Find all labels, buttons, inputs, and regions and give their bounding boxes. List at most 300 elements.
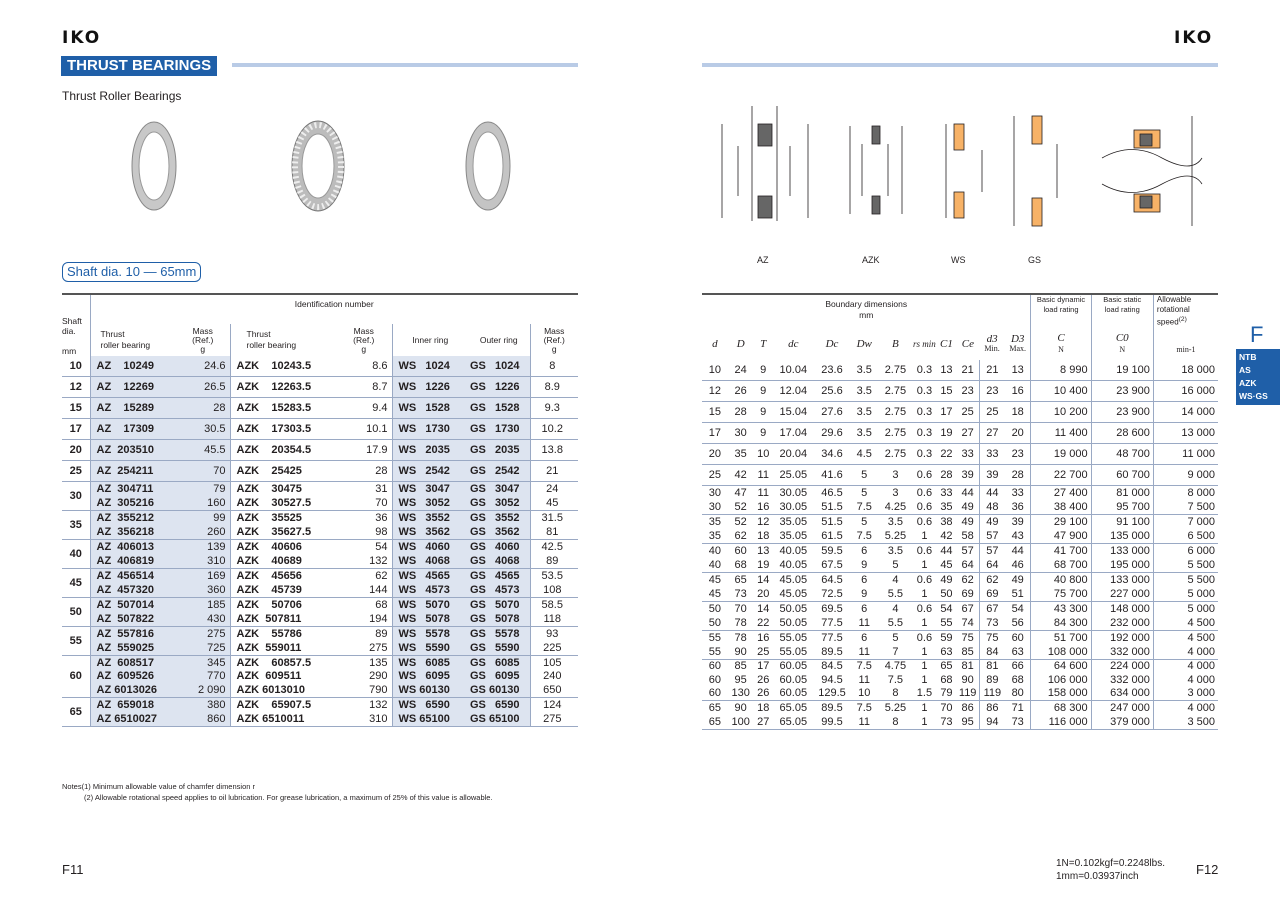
cell-T: 9 [754, 380, 773, 401]
cell-dc: 40.05 [773, 558, 814, 573]
header-C1: C1 [940, 337, 953, 350]
ws-part-number: WS 6085 [392, 656, 468, 670]
azk-mass: 135 [369, 656, 388, 669]
cell-D3: 68 [1011, 673, 1024, 686]
cell-D3: 18 [1005, 401, 1031, 422]
cell-Dc: 27.6 [814, 401, 851, 422]
table-row [702, 485, 1218, 500]
cell-dynamic-load: 27 400 [1031, 485, 1091, 500]
cell-rs-min: 0.3 [913, 401, 937, 422]
cell-Dc: 94.5 [821, 673, 843, 686]
header-C0: C0 N [1091, 328, 1153, 360]
shaft-diameter: 55 [62, 627, 90, 656]
az-mass: 860 [176, 712, 230, 727]
cell-Dc: 34.6 [814, 443, 851, 464]
cell-dc: 35.05 [779, 515, 808, 528]
cell-D3: 51 [1005, 587, 1031, 602]
az-mass: 345 [176, 656, 230, 670]
cell-dc: 50.05 [773, 616, 814, 631]
az-mass: 260 [176, 525, 230, 540]
cell-rs-min: 0.6 [916, 486, 933, 499]
unit-conversion [1056, 857, 1165, 883]
cell-Dw: 3.5 [850, 380, 878, 401]
cell-D: 30 [728, 422, 754, 443]
cell-allowable-speed: 4 000 [1153, 645, 1218, 660]
cell-Ce: 67 [961, 602, 974, 615]
cell-T: 10 [754, 443, 773, 464]
cell-T: 16 [754, 500, 773, 515]
gs-part-number: GS 3552 [468, 511, 530, 526]
gs-part-number: GS 6095 [468, 670, 530, 684]
ws-part-number: WS 6095 [392, 670, 468, 684]
cell-dc: 55.05 [779, 631, 808, 644]
cell-d: 30 [708, 486, 722, 499]
cell-allowable-speed: 11 000 [1153, 443, 1218, 464]
az-part-number: AZ 456514 [90, 569, 176, 584]
cell-Ce: 25 [957, 401, 980, 422]
cell-C1: 33 [940, 486, 953, 499]
azk-mass: 310 [336, 712, 392, 727]
ws-part-number: WS 65100 [392, 712, 468, 727]
cell-Dw: 11 [858, 673, 870, 686]
cell-d: 60 [708, 660, 722, 673]
cell-d: 35 [708, 515, 722, 528]
cell-d3: 86 [979, 701, 1005, 716]
cell-Dw: 6 [861, 573, 868, 586]
cell-Ce: 95 [957, 715, 980, 730]
table-row [62, 511, 578, 526]
cell-static-load: 195 000 [1091, 558, 1153, 573]
az-part-number: AZ 355212 [90, 511, 176, 526]
table-row [62, 712, 578, 727]
cell-d3: 75 [979, 630, 1005, 645]
cell-allowable-speed: 4 500 [1153, 616, 1218, 631]
ring-mass: 89 [530, 554, 578, 569]
header-B: B [892, 337, 899, 350]
cell-rs-min: 1 [913, 558, 937, 573]
header-mass-az: Mass (Ref.) g [192, 325, 214, 354]
shaft-diameter: 65 [62, 697, 90, 726]
cell-d3: 64 [979, 558, 1005, 573]
cell-D3: 36 [1005, 500, 1031, 515]
cell-T: 12 [757, 515, 770, 528]
cell-dynamic-load: 10 200 [1031, 401, 1091, 422]
cell-static-load: 135 000 [1091, 529, 1153, 544]
cell-C1: 73 [936, 715, 956, 730]
cell-Dc: 51.5 [814, 500, 851, 515]
header-min-unit: min-1 [1153, 328, 1218, 360]
cell-B: 2.75 [878, 401, 912, 422]
cell-d: 25 [702, 464, 728, 485]
cell-D3: 44 [1011, 544, 1024, 557]
cell-Dw: 6 [861, 602, 868, 615]
cell-dc: 60.05 [779, 660, 808, 673]
cell-rs-min: 0.3 [913, 380, 937, 401]
header-identification: Identification number [90, 294, 578, 324]
cell-dc: 60.05 [779, 673, 808, 686]
ring-mass: 225 [530, 641, 578, 656]
table-row [702, 360, 1218, 381]
cell-d3: 49 [979, 514, 1005, 529]
ring-mass: 13.8 [530, 440, 578, 461]
cell-allowable-speed: 5 500 [1153, 558, 1218, 573]
cell-Ce: 69 [957, 587, 980, 602]
cell-Ce: 33 [957, 443, 980, 464]
cell-Dc: 59.5 [821, 544, 843, 557]
az-mass: 310 [176, 554, 230, 569]
azk-part-number: AZK 15283.5 [230, 398, 336, 419]
cell-rs-min: 1 [913, 587, 937, 602]
cell-rs-min: 1 [921, 660, 928, 673]
cell-T: 14 [757, 602, 770, 615]
cell-d3: 62 [979, 572, 1005, 587]
cell-Ce: 23 [957, 380, 980, 401]
cell-Dw: 5 [850, 464, 878, 485]
cell-C1: 49 [940, 573, 953, 586]
cell-B: 4.75 [884, 660, 907, 673]
cell-T: 22 [754, 616, 773, 631]
cell-rs-min: 0.6 [916, 573, 933, 586]
cell-D: 28 [728, 401, 754, 422]
cell-Dw: 9 [850, 558, 878, 573]
cell-D3: 23 [1005, 443, 1031, 464]
gs-part-number: GS 3052 [468, 496, 530, 511]
az-part-number: AZ 659018 [90, 697, 176, 712]
cell-dc: 65.05 [773, 715, 814, 730]
cell-Dw: 3.5 [850, 401, 878, 422]
sidebar-item-ntb: NTB [1239, 352, 1257, 362]
cell-C1: 42 [936, 529, 956, 544]
az-mass: 430 [176, 612, 230, 627]
cell-rs-min: 1 [913, 616, 937, 631]
ws-part-number: WS 3047 [392, 482, 468, 497]
cell-D: 85 [734, 660, 747, 673]
gs-part-number: GS 5590 [468, 641, 530, 656]
cell-D3: 63 [1005, 645, 1031, 660]
cell-D3: 49 [1011, 573, 1024, 586]
cell-T: 9 [754, 422, 773, 443]
cell-T: 11 [757, 486, 769, 499]
cell-Ce: 75 [961, 631, 974, 644]
cell-dc: 65.05 [779, 702, 808, 715]
cell-B: 3.5 [887, 515, 904, 528]
azk-part-number: AZK 45739 [230, 583, 336, 598]
iko-logo-left: IKO [62, 28, 102, 48]
cell-Dc: 72.5 [814, 587, 851, 602]
table-row [62, 525, 578, 540]
table-row [702, 464, 1218, 485]
azk-part-number: AZK 40689 [230, 554, 336, 569]
cell-Ce: 62 [961, 573, 974, 586]
gs-part-number: GS 4573 [468, 583, 530, 598]
shaft-diameter: 12 [62, 377, 90, 398]
cell-allowable-speed: 18 000 [1153, 360, 1218, 381]
cell-d: 12 [702, 380, 728, 401]
azk-part-number: AZK 609511 [230, 670, 336, 684]
cell-dynamic-load: 68 700 [1031, 558, 1091, 573]
azk-part-number: AZK 60857.5 [230, 656, 336, 670]
azk-mass: 10.1 [336, 419, 392, 440]
cell-C1: 63 [936, 645, 956, 660]
cell-D3: 39 [1011, 515, 1024, 528]
cell-d3: 39 [979, 464, 1005, 485]
note-1: Notes(1) Minimum allowable value of chamfer dimension r [62, 782, 255, 791]
cell-allowable-speed: 5 000 [1153, 601, 1218, 616]
table-row [702, 558, 1218, 573]
header-T: T [760, 337, 767, 350]
cell-dc: 30.05 [779, 486, 808, 499]
header-allowable-speed: Allowable rotational speed$^{(2)}$ [1153, 294, 1218, 328]
cell-C1: 19 [936, 422, 956, 443]
cell-d3: 33 [979, 443, 1005, 464]
shaft-diameter: 15 [62, 398, 90, 419]
cell-dc: 25.05 [773, 464, 814, 485]
cell-dynamic-load: 40 800 [1031, 572, 1091, 587]
cell-B: 5.25 [878, 529, 912, 544]
cell-D: 47 [734, 486, 747, 499]
cell-D: 65 [734, 573, 747, 586]
table-row [702, 543, 1218, 558]
title-rule-right [702, 63, 1218, 67]
cell-dynamic-load: 8 990 [1031, 360, 1091, 381]
bearing-photos [120, 118, 540, 218]
sidebar-item-azk: AZK [1239, 378, 1257, 388]
cell-static-load: 28 600 [1091, 422, 1153, 443]
cell-dynamic-load: 68 300 [1031, 701, 1091, 716]
cell-dynamic-load: 51 700 [1031, 630, 1091, 645]
cell-B: 5.5 [878, 587, 912, 602]
azk-mass: 132 [336, 554, 392, 569]
table-row [62, 697, 578, 712]
cell-static-load: 19 100 [1091, 360, 1153, 381]
az-part-number: AZ 304711 [90, 482, 176, 497]
cell-B: 8 [878, 715, 912, 730]
cell-D3: 28 [1005, 464, 1031, 485]
cell-rs-min: 0.6 [916, 544, 933, 557]
cell-Dc: 129.5 [814, 687, 851, 701]
ws-ring-photo [466, 122, 510, 210]
ring-mass: 124 [530, 697, 578, 712]
cell-static-load: 227 000 [1091, 587, 1153, 602]
header-boundary-dimensions: Boundary dimensions mm [702, 294, 1031, 328]
azk-part-number: AZK 17303.5 [230, 419, 336, 440]
cell-static-load: 95 700 [1091, 500, 1153, 515]
cell-allowable-speed: 4 000 [1153, 659, 1218, 673]
az-mass: 139 [176, 540, 230, 555]
cell-d: 20 [702, 443, 728, 464]
cell-D3: 56 [1005, 616, 1031, 631]
header-D3: D3 Max. [1009, 332, 1027, 353]
dimensions-table [702, 293, 1218, 730]
cell-dynamic-load: 43 300 [1031, 601, 1091, 616]
section-tab-letter: F [1250, 322, 1264, 347]
azk-mass: 54 [375, 541, 388, 553]
cell-B: 4 [892, 573, 899, 586]
cell-C1: 65 [940, 660, 953, 673]
header-outer-ring: Outer ring [479, 335, 518, 345]
cell-D: 62 [728, 529, 754, 544]
note-2: (2) Allowable rotational speed applies to oil lubrication. For grease lubrication, a maximum of 25% of this value is allowable. [84, 793, 493, 802]
header-mass-azk: Mass (Ref.) g [353, 325, 375, 354]
cell-T: 26 [757, 673, 770, 686]
ws-part-number: WS 3562 [392, 525, 468, 540]
gs-part-number: GS 4068 [468, 554, 530, 569]
azk-roller-photo [292, 121, 344, 211]
gs-part-number: GS 6085 [468, 656, 530, 670]
az-part-number: AZ 609526 [90, 670, 176, 684]
cell-dynamic-load: 47 900 [1031, 529, 1091, 544]
ws-part-number: WS 4573 [392, 583, 468, 598]
az-mass: 70 [176, 461, 230, 482]
cell-B: 3.5 [887, 544, 904, 557]
cell-dc: 40.05 [779, 544, 808, 557]
cell-Ce: 49 [961, 515, 974, 528]
ws-part-number: WS 5578 [392, 627, 468, 642]
cell-Dw: 11 [850, 645, 878, 660]
table-row [62, 461, 578, 482]
cell-rs-min: 1 [913, 715, 937, 730]
cell-C1: 54 [940, 602, 953, 615]
azk-part-number: AZK 35627.5 [230, 525, 336, 540]
az-mass: 725 [176, 641, 230, 656]
cell-B: 7.5 [887, 673, 904, 686]
azk-part-number: AZK 507811 [230, 612, 336, 627]
cell-B: 8 [878, 687, 912, 701]
cell-rs-min: 0.6 [913, 464, 937, 485]
ring-mass: 58.5 [530, 598, 578, 613]
gs-part-number: GS 3562 [468, 525, 530, 540]
cell-static-load: 224 000 [1091, 659, 1153, 673]
cell-Ce: 27 [957, 422, 980, 443]
cell-T: 26 [754, 687, 773, 701]
ring-mass: 8.9 [530, 377, 578, 398]
ring-mass: 240 [530, 670, 578, 684]
ring-mass: 275 [530, 712, 578, 727]
cell-T: 18 [754, 529, 773, 544]
table-row [62, 398, 578, 419]
cell-C1: 55 [936, 616, 956, 631]
cell-Dc: 77.5 [821, 631, 843, 644]
az-mass: 45.5 [176, 440, 230, 461]
az-part-number: AZ 507822 [90, 612, 176, 627]
cell-dynamic-load: 106 000 [1031, 673, 1091, 687]
cell-B: 3 [878, 464, 912, 485]
cell-B: 4.25 [878, 500, 912, 515]
ring-mass: 8 [530, 356, 578, 377]
cell-Dc: 64.5 [821, 573, 843, 586]
header-static-load: Basic static load rating [1091, 294, 1153, 328]
table-row [702, 401, 1218, 422]
table-row [62, 482, 578, 497]
az-mass: 169 [176, 569, 230, 584]
table-row [62, 612, 578, 627]
azk-mass: 790 [336, 683, 392, 697]
cell-Ce: 21 [957, 360, 980, 381]
diagram-label-az: AZ [757, 255, 769, 265]
cell-rs-min: 0.3 [913, 443, 937, 464]
cell-dc: 12.04 [773, 380, 814, 401]
section-diagrams [702, 96, 1218, 236]
table-row [702, 630, 1218, 645]
cell-T: 19 [754, 558, 773, 573]
cell-Dc: 46.5 [821, 486, 843, 499]
cell-allowable-speed: 6 500 [1153, 529, 1218, 544]
cell-D: 42 [728, 464, 754, 485]
cell-d: 65 [708, 702, 722, 715]
table-row [62, 641, 578, 656]
az-mass: 185 [176, 598, 230, 613]
shaft-diameter: 50 [62, 598, 90, 627]
cell-B: 3 [892, 486, 899, 499]
cell-D3: 73 [1005, 715, 1031, 730]
table-row [62, 440, 578, 461]
cell-B: 2.75 [878, 360, 912, 381]
ws-part-number: WS 6590 [392, 697, 468, 712]
cell-d3: 44 [979, 485, 1005, 500]
cell-static-load: 133 000 [1091, 543, 1153, 558]
cell-allowable-speed: 16 000 [1153, 380, 1218, 401]
cell-D: 68 [728, 558, 754, 573]
gs-part-number: GS 5578 [468, 627, 530, 642]
cell-allowable-speed: 4 500 [1153, 630, 1218, 645]
gs-part-number: GS 6590 [468, 697, 530, 712]
ring-mass: 650 [530, 683, 578, 697]
azk-part-number: AZK 40606 [230, 540, 336, 555]
sidebar-item-as: AS [1239, 365, 1251, 375]
shaft-diameter: 45 [62, 569, 90, 598]
gs-part-number: GS 1730 [468, 419, 530, 440]
cell-B: 2.75 [878, 443, 912, 464]
cell-dc: 20.04 [773, 443, 814, 464]
cell-dynamic-load: 11 400 [1031, 422, 1091, 443]
cell-C1: 59 [940, 631, 953, 644]
gs-part-number: GS 1024 [468, 356, 530, 377]
azk-part-number: AZK 559011 [230, 641, 336, 656]
cell-D3: 80 [1005, 687, 1031, 701]
cell-d3: 25 [979, 401, 1005, 422]
az-mass: 770 [176, 670, 230, 684]
header-dc: dc [788, 337, 799, 350]
cell-rs-min: 1 [913, 645, 937, 660]
cell-D: 90 [728, 645, 754, 660]
cell-Dc: 69.5 [821, 602, 843, 615]
cell-Ce: 85 [957, 645, 980, 660]
header-d: d [712, 337, 718, 350]
cell-D: 52 [734, 515, 747, 528]
table-row [62, 583, 578, 598]
azk-mass: 17.9 [336, 440, 392, 461]
cell-Dc: 77.5 [814, 616, 851, 631]
cell-C1: 45 [936, 558, 956, 573]
header-C: C N [1031, 328, 1091, 360]
ws-part-number: WS 1528 [392, 398, 468, 419]
az-part-number: AZ 12269 [90, 377, 176, 398]
cell-static-load: 148 000 [1091, 601, 1153, 616]
cell-D: 70 [734, 602, 747, 615]
ws-part-number: WS 1024 [392, 356, 468, 377]
cell-rs-min: 0.6 [916, 602, 933, 615]
cell-Dc: 89.5 [821, 702, 843, 715]
cell-d: 40 [702, 558, 728, 573]
cell-rs-min: 1 [913, 529, 937, 544]
cell-Ce: 86 [961, 702, 974, 715]
diagram-label-ws: WS [951, 255, 966, 265]
cell-allowable-speed: 3 000 [1153, 687, 1218, 701]
cell-rs-min: 1 [921, 702, 928, 715]
az-part-number: AZ 6510027 [90, 712, 176, 727]
cell-d3: 84 [979, 645, 1005, 660]
cell-d3: 21 [979, 360, 1005, 381]
